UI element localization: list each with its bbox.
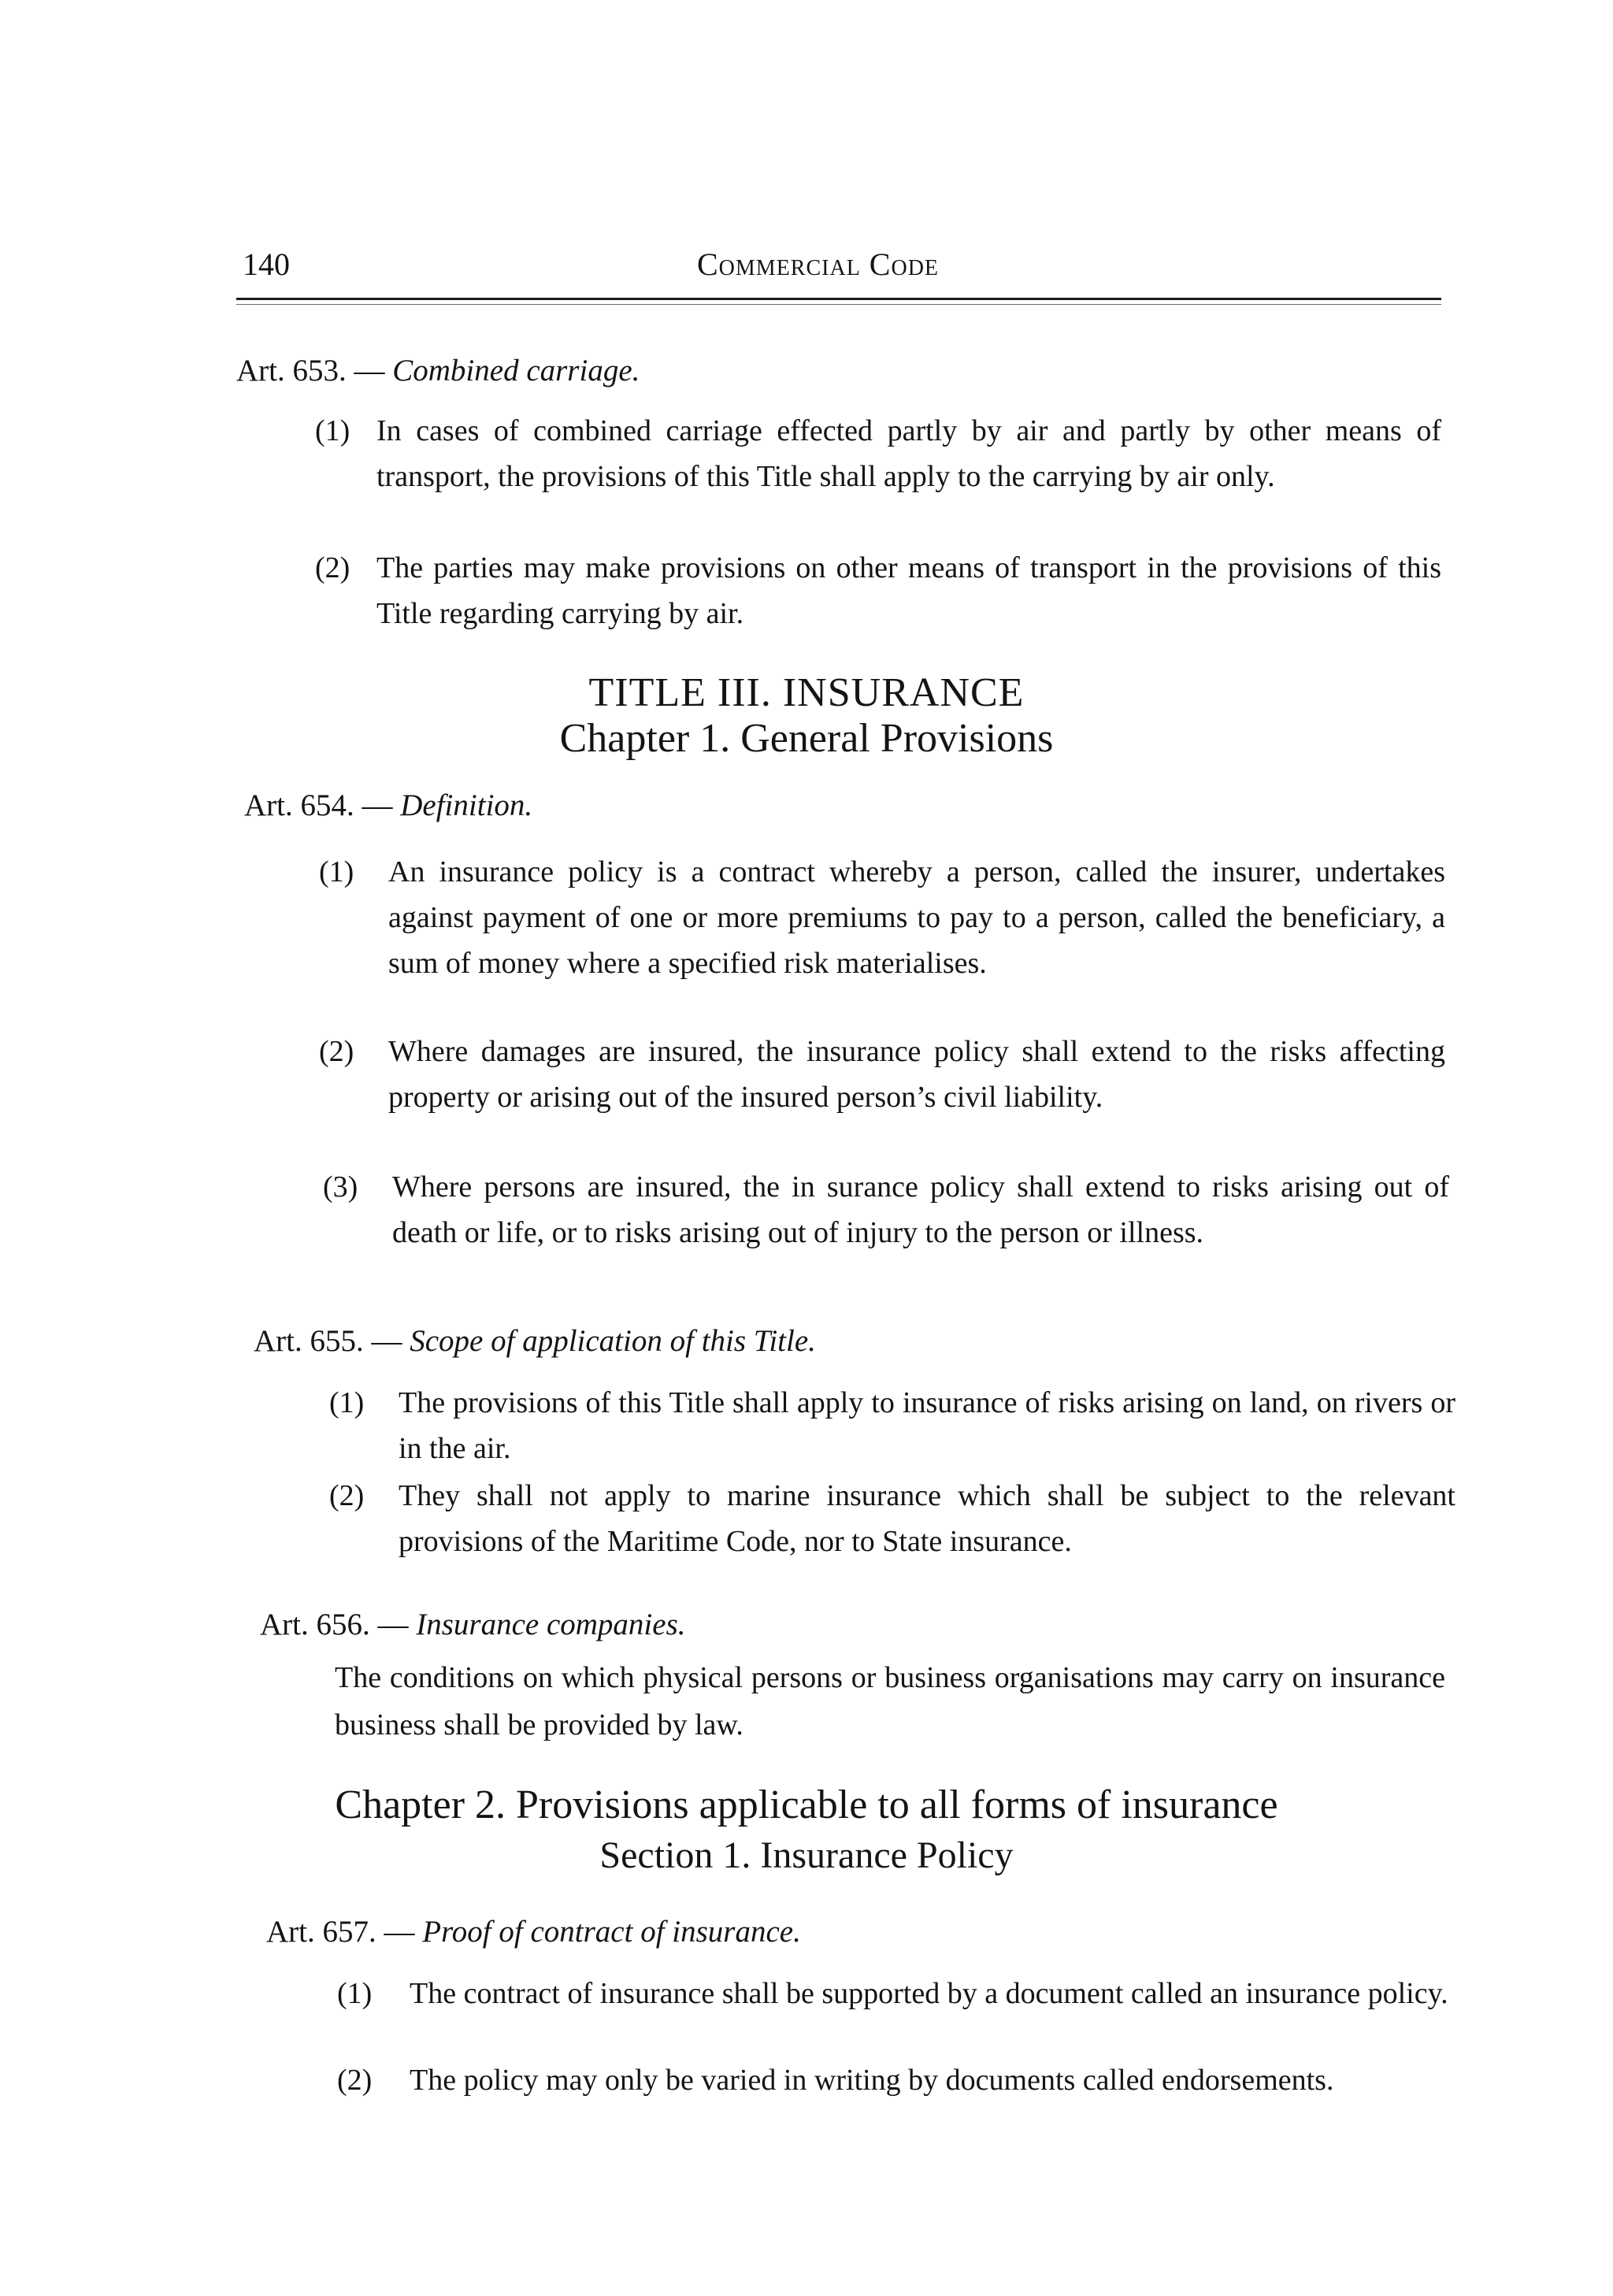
article-label: Art. 655. — xyxy=(254,1324,402,1358)
article-title: Combined carriage. xyxy=(392,354,640,388)
paragraph-number: (2) xyxy=(315,551,350,584)
paragraph-text: In cases of combined carriage effected partly by air and partly by other means of transport, the provisions of this Title shall apply to the carrying by air only. xyxy=(376,414,1441,493)
article-title: Definition. xyxy=(400,788,533,822)
article-654-paragraph-2 xyxy=(319,1029,1445,1166)
article-657-paragraph-1 xyxy=(337,1971,1455,2062)
chapter-heading: Chapter 2. Provisions applicable to all forms of insurance xyxy=(335,1782,1278,1827)
paragraph-text: The parties may make provisions on other means of transport in the provisions of this Title regarding carrying by air. xyxy=(376,551,1441,630)
paragraph-number: (2) xyxy=(329,1479,365,1512)
paragraph-number: (1) xyxy=(319,855,354,888)
section-heading: Section 1. Insurance Policy xyxy=(599,1834,1014,1876)
article-heading-655 xyxy=(254,1323,816,1359)
paragraph-text: Where persons are insured, the in surance policy shall extend to risks arising out of death or life, or to risks arising out of injury to the person or illness. xyxy=(392,1170,1449,1249)
chapter-heading: Chapter 1. General Provisions xyxy=(559,716,1054,761)
article-653-paragraph-2 xyxy=(315,545,1441,636)
article-title: Scope of application of this Title. xyxy=(410,1324,816,1358)
article-label: Art. 657. — xyxy=(266,1915,415,1949)
article-label: Art. 656. — xyxy=(260,1608,409,1641)
article-655-paragraph-1 xyxy=(329,1380,1455,1471)
article-label: Art. 653. — xyxy=(236,354,385,388)
paragraph-number: (2) xyxy=(337,2064,373,2097)
article-title: Insurance companies. xyxy=(416,1608,686,1641)
article-heading-656 xyxy=(260,1607,686,1642)
paragraph-text: The contract of insurance shall be supported by a document called an insurance policy. xyxy=(410,1977,1448,2010)
paragraph-text: They shall not apply to marine insurance which shall be subject to the relevant provisions of the Maritime Code, nor to State insurance. xyxy=(399,1479,1455,1558)
header-rule-thin xyxy=(236,304,1441,305)
paragraph-number: (1) xyxy=(329,1386,365,1419)
article-653-paragraph-1 xyxy=(315,408,1441,545)
paragraph-number: (2) xyxy=(319,1035,354,1068)
article-655-paragraph-2 xyxy=(329,1473,1455,1564)
article-title: Proof of contract of insurance. xyxy=(422,1915,801,1949)
running-title: Commercial Code xyxy=(697,247,940,282)
paragraph-text: Where damages are insured, the insurance policy shall extend to the risks affecting property or arising out of the insured person’s civil liability. xyxy=(388,1035,1445,1114)
paragraph-number: (3) xyxy=(323,1170,358,1204)
article-656-text: The conditions on which physical persons or business organisations may carry on insurance business shall be provided by law. xyxy=(335,1661,1445,1741)
article-heading-654 xyxy=(244,788,532,823)
title-heading: TITLE III. INSURANCE xyxy=(588,670,1025,715)
paragraph-text: The provisions of this Title shall apply to insurance of risks arising on land, on rivers or in the air. xyxy=(399,1386,1455,1465)
paragraph-number: (1) xyxy=(315,414,350,447)
page-number: 140 xyxy=(243,247,290,282)
article-657-paragraph-2 xyxy=(337,2057,1455,2149)
article-heading-657 xyxy=(266,1914,801,1949)
article-654-paragraph-3 xyxy=(323,1164,1449,1301)
paragraph-text: The policy may only be varied in writing by documents called endorsements. xyxy=(410,2064,1334,2097)
running-header xyxy=(236,246,1441,290)
article-heading-653 xyxy=(236,353,640,388)
paragraph-text: An insurance policy is a contract whereby a person, called the insurer, undertakes against payment of one or more premiums to pay to a person, called the beneficiary, a sum of money where a specified risk materialises. xyxy=(388,855,1445,980)
paragraph-number: (1) xyxy=(337,1977,373,2010)
article-label: Art. 654. — xyxy=(244,788,393,822)
header-rule xyxy=(236,298,1441,300)
article-654-paragraph-1 xyxy=(319,849,1445,1032)
